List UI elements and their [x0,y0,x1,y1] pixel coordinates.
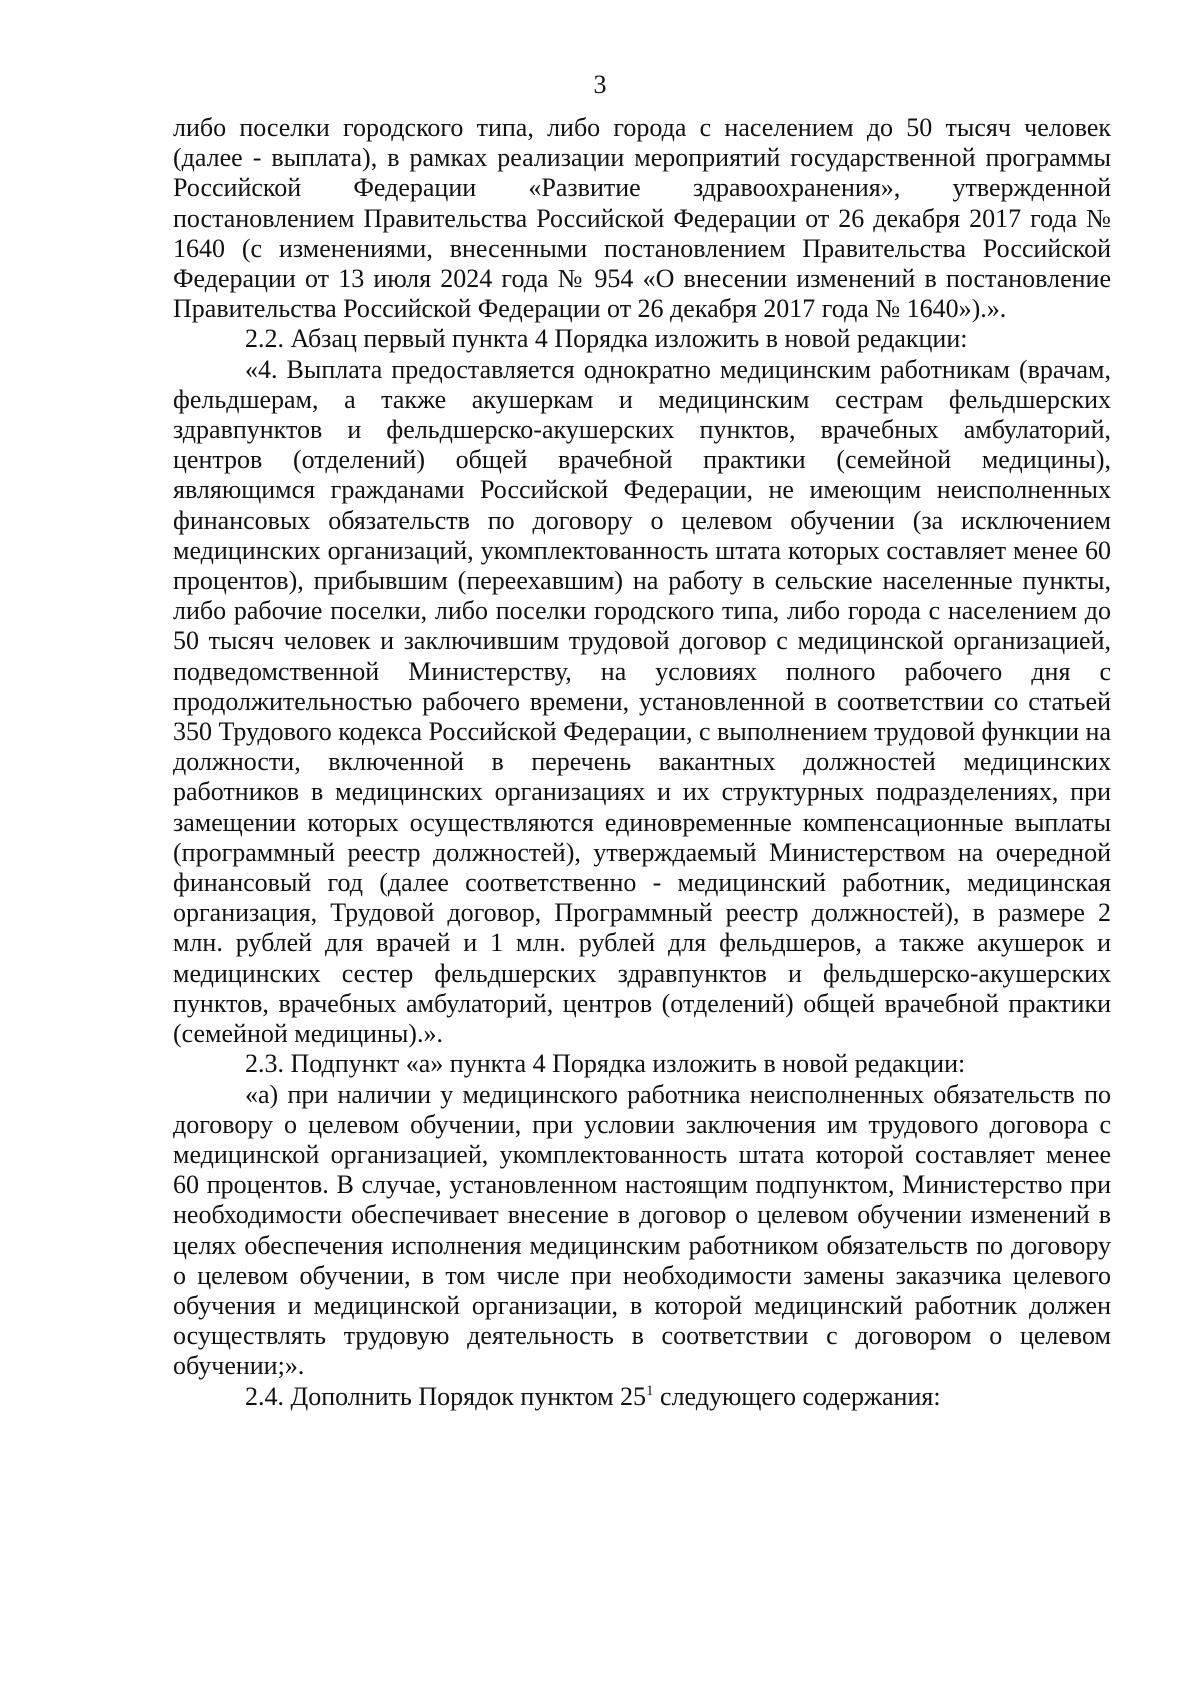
paragraph-2-3: 2.3. Подпункт «а» пункта 4 Порядка изложить в новой редакции: [245,1049,966,1079]
paragraph-2-2: 2.2. Абзац первый пункта 4 Порядка изложить в новой редакции: [245,324,968,354]
page-number: 3 [593,70,607,99]
paragraph-2-4-text: 2.4. Дополнить Порядок пунктом 25 [245,1381,647,1411]
paragraph-2-4-tail: следующего содержания: [653,1381,941,1411]
paragraph-continuation: либо поселки городского типа, либо города с населением до 50 тысяч человек (далее - выплата), в рамках реализации мероприятий государственной программы Российской Федерации «Развитие здравоохранения», утвержденной постановлением Правительства Российской Федерации от 26 декабря 2017 года № 1640 (с изменениями, внесенными постановлением Правительства Российской Федерации от 13 июля 2024 года № 954 «О внесении изменений в постановление Правительства Российской Федерации от 26 декабря 2017 года № 1640»).». [173,113,1111,324]
paragraph-2-4 [173,1382,1111,1412]
superscript-index: 1 [646,1382,654,1399]
document-body [173,113,1111,1412]
paragraph-point-4: «4. Выплата предоставляется однократно медицинским работникам (врачам, фельдшерам, а также акушеркам и медицинским сестрам фельдшерских здравпунктов и фельдшерско-акушерских пунктов, врачебных амбулаторий, центров (отделений) общей врачебной практики (семейной медицины), являющимся гражданами Российской Федерации, не имеющим неисполненных финансовых обязательств по договору о целевом обучении (за исключением медицинских организаций, укомплектованность штата которых составляет менее 60 процентов), прибывшим (переехавшим) на работу в сельские населенные пункты, либо рабочие поселки, либо поселки городского типа, либо города с населением до 50 тысяч человек и заключившим трудовой договор с медицинской организацией, подведомственной Министерству, на условиях полного рабочего дня с продолжительностью рабочего времени, установленной в соответствии со статьей 350 Трудового кодекса Российской Федерации, с выполнением трудовой функции на должности, включенной в перечень вакантных должностей медицинских работников в медицинских организациях и их структурных подразделениях, при замещении которых осуществляются единовременные компенсационные выплаты (программный реестр должностей), утверждаемый Министерством на очередной финансовый год (далее соответственно - медицинский работник, медицинская организация, Трудовой договор, Программный реестр должностей), в размере 2 млн. рублей для врачей и 1 млн. рублей для фельдшеров, а также акушерок и медицинских сестер фельдшерских здравпунктов и фельдшерско-акушерских пунктов, врачебных амбулаторий, центров (отделений) общей врачебной практики (семейной медицины).». [173,354,1111,1049]
paragraph-subpoint-a: «а) при наличии у медицинского работника неисполненных обязательств по договору о целевом обучении, при условии заключения им трудового договора с медицинской организацией, укомплектованность штата которой составляет менее 60 процентов. В случае, установленном настоящим подпунктом, Министерство при необходимости обеспечивает внесение в договор о целевом обучении изменений в целях обеспечения исполнения медицинским работником обязательств по договору о целевом обучении, в том числе при необходимости замены заказчика целевого обучения и медицинской организации, в которой медицинский работник должен осуществлять трудовую деятельность в соответствии с договором о целевом обучении;». [173,1079,1111,1381]
